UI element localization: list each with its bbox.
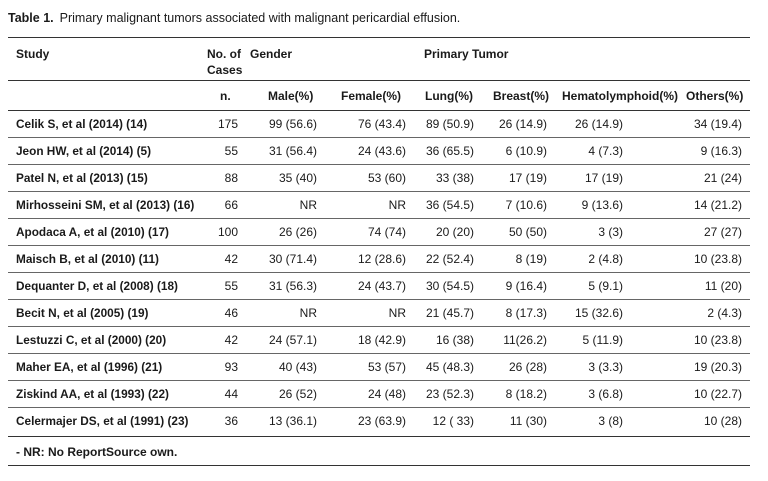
cell-n: 44 [224, 387, 238, 401]
cell-male: 26 (26) [278, 225, 317, 239]
cell-n: 36 [224, 414, 238, 428]
cell-others: 19 (20.3) [693, 360, 742, 374]
cell-study: Jeon HW, et al (2014) (5) [16, 144, 152, 158]
cell-others: 34 (19.4) [693, 117, 742, 131]
cell-lung: 22 (52.4) [425, 252, 474, 266]
cell-breast: 6 (10.9) [505, 144, 547, 158]
cell-hemato: 2 (4.8) [588, 252, 623, 266]
subheader-divider [8, 110, 750, 111]
cell-study: Lestuzzi C, et al (2000) (20) [16, 333, 167, 347]
cell-n: 88 [224, 171, 238, 185]
subheader-lung: Lung(%) [425, 89, 473, 103]
cell-female: 12 (28.6) [357, 252, 406, 266]
cell-hemato: 26 (14.9) [574, 117, 623, 131]
cell-hemato: 3 (3) [598, 225, 623, 239]
row-divider [8, 380, 750, 381]
cell-lung: 16 (38) [435, 333, 474, 347]
cell-male: 40 (43) [278, 360, 317, 374]
cell-n: 42 [224, 252, 238, 266]
cell-female: 74 (74) [367, 225, 406, 239]
cell-breast: 26 (14.9) [498, 117, 547, 131]
cell-male: 31 (56.3) [268, 279, 317, 293]
subheader-others: Others(%) [686, 89, 744, 103]
cell-male: 13 (36.1) [268, 414, 317, 428]
cell-study: Maher EA, et al (1996) (21) [16, 360, 163, 374]
cell-lung: 33 (38) [435, 171, 474, 185]
cell-study: Maisch B, et al (2010) (11) [16, 252, 159, 266]
cell-hemato: 5 (11.9) [582, 333, 623, 347]
cell-female: 24 (43.7) [357, 279, 406, 293]
cell-hemato: 17 (19) [584, 171, 623, 185]
cell-lung: 36 (54.5) [425, 198, 474, 212]
cell-female: 23 (63.9) [357, 414, 406, 428]
row-divider [8, 326, 750, 327]
table-label: Table 1. [8, 11, 54, 25]
cell-lung: 45 (48.3) [425, 360, 474, 374]
cell-female: 24 (48) [367, 387, 406, 401]
cell-breast: 50 (50) [508, 225, 547, 239]
cell-breast: 8 (18.2) [505, 387, 547, 401]
header-cases-line2: Cases [207, 63, 243, 77]
row-divider [8, 245, 750, 246]
cell-others: 10 (23.8) [693, 333, 742, 347]
cell-female: 76 (43.4) [357, 117, 406, 131]
cell-study: Apodaca A, et al (2010) (17) [16, 225, 169, 239]
subheader-hemato: Hematolymphoid(%) [562, 89, 679, 103]
cell-lung: 89 (50.9) [425, 117, 474, 131]
cell-male: 31 (56.4) [268, 144, 317, 158]
cell-female: 18 (42.9) [357, 333, 406, 347]
top-rule [8, 37, 750, 38]
cell-female: 53 (60) [367, 171, 406, 185]
cell-others: 2 (4.3) [707, 306, 742, 320]
cell-female: NR [388, 198, 406, 212]
cell-breast: 9 (16.4) [505, 279, 547, 293]
cell-lung: 30 (54.5) [425, 279, 474, 293]
table-caption [8, 11, 460, 25]
cell-study: Mirhosseini SM, et al (2013) (16) [16, 198, 195, 212]
row-divider [8, 272, 750, 273]
cell-hemato: 3 (8) [598, 414, 623, 428]
cell-male: 26 (52) [278, 387, 317, 401]
cell-breast: 8 (17.3) [505, 306, 547, 320]
cell-n: 100 [217, 225, 238, 239]
subheader-female: Female(%) [341, 89, 402, 103]
cell-n: 46 [224, 306, 238, 320]
cell-others: 9 (16.3) [700, 144, 742, 158]
row-divider [8, 299, 750, 300]
cell-hemato: 3 (6.8) [588, 387, 623, 401]
cell-male: 35 (40) [278, 171, 317, 185]
cell-n: 175 [217, 117, 238, 131]
row-divider [8, 218, 750, 219]
cell-others: 27 (27) [703, 225, 742, 239]
cell-lung: 12 ( 33) [432, 414, 474, 428]
cell-breast: 17 (19) [508, 171, 547, 185]
bottom-rule [8, 436, 750, 437]
cell-lung: 20 (20) [435, 225, 474, 239]
cell-hemato: 3 (3.3) [588, 360, 623, 374]
cell-male: 30 (71.4) [268, 252, 317, 266]
cell-male: NR [299, 198, 317, 212]
header-gender: Gender [250, 47, 293, 61]
cell-male: 99 (56.6) [268, 117, 317, 131]
cell-hemato: 4 (7.3) [588, 144, 623, 158]
cell-others: 21 (24) [703, 171, 742, 185]
cell-study: Celermajer DS, et al (1991) (23) [16, 414, 189, 428]
cell-breast: 11 (30) [509, 414, 547, 428]
cell-male: NR [299, 306, 317, 320]
row-divider [8, 164, 750, 165]
cell-breast: 11(26.2) [503, 333, 547, 347]
cell-female: 53 (57) [367, 360, 406, 374]
row-divider [8, 191, 750, 192]
table-title: Primary malignant tumors associated with malignant pericardial effusion. [59, 11, 461, 25]
cell-others: 10 (22.7) [693, 387, 742, 401]
cell-study: Patel N, et al (2013) (15) [16, 171, 148, 185]
subheader-breast: Breast(%) [493, 89, 550, 103]
subheader-n: n. [220, 89, 231, 103]
cell-hemato: 9 (13.6) [581, 198, 623, 212]
subheader-male: Male(%) [268, 89, 314, 103]
header-divider [8, 80, 750, 81]
cell-lung: 23 (52.3) [425, 387, 474, 401]
row-divider [8, 353, 750, 354]
cell-n: 55 [224, 279, 238, 293]
cell-others: 10 (23.8) [693, 252, 742, 266]
footer-rule [8, 465, 750, 466]
cell-breast: 7 (10.6) [505, 198, 547, 212]
row-divider [8, 137, 750, 138]
cell-study: Dequanter D, et al (2008) (18) [16, 279, 178, 293]
cell-study: Becit N, et al (2005) (19) [16, 306, 149, 320]
header-primary-tumor: Primary Tumor [424, 47, 509, 61]
cell-hemato: 5 (9.1) [588, 279, 623, 293]
header-cases-line1: No. of [207, 47, 241, 61]
cell-n: 93 [224, 360, 238, 374]
cell-lung: 36 (65.5) [425, 144, 474, 158]
cell-breast: 26 (28) [508, 360, 547, 374]
cell-male: 24 (57.1) [268, 333, 317, 347]
cell-study: Celik S, et al (2014) (14) [16, 117, 148, 131]
cell-others: 10 (28) [703, 414, 742, 428]
cell-female: NR [388, 306, 406, 320]
cell-others: 11 (20) [704, 279, 742, 293]
footnote: - NR: No ReportSource own. [16, 445, 178, 459]
cell-breast: 8 (19) [515, 252, 547, 266]
row-divider [8, 407, 750, 408]
cell-study: Ziskind AA, et al (1993) (22) [16, 387, 169, 401]
cell-n: 55 [224, 144, 238, 158]
cell-hemato: 15 (32.6) [574, 306, 623, 320]
cell-female: 24 (43.6) [357, 144, 406, 158]
cell-n: 66 [224, 198, 238, 212]
cell-lung: 21 (45.7) [425, 306, 474, 320]
cell-others: 14 (21.2) [693, 198, 742, 212]
cell-n: 42 [224, 333, 238, 347]
header-study: Study [16, 47, 50, 61]
